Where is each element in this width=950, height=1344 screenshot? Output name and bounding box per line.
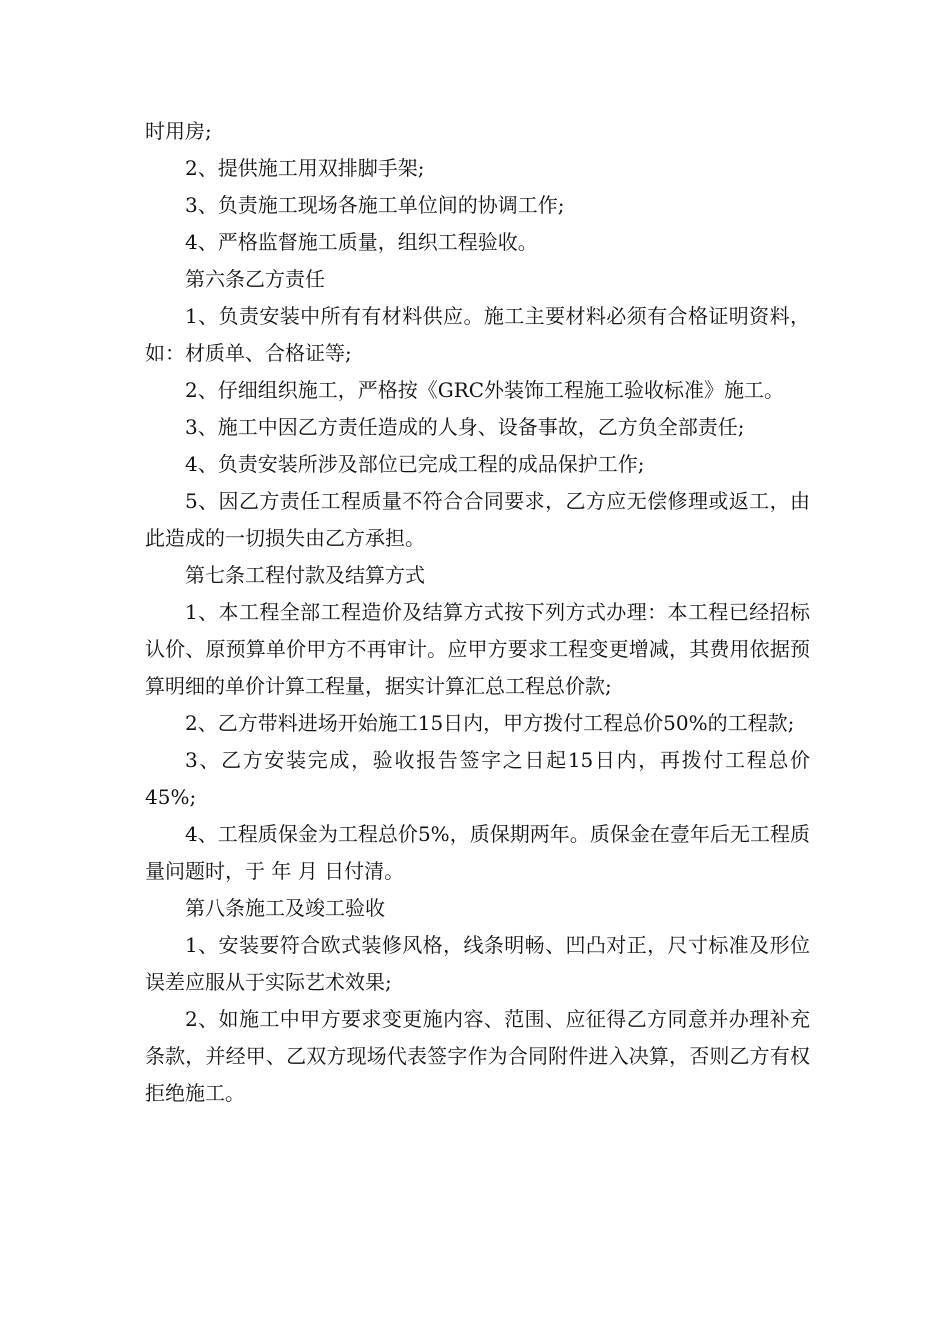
paragraph-continuation: 时用房; [145, 119, 212, 143]
article-heading: 第七条工程付款及结算方式 [185, 563, 425, 587]
clause-item: 1、负责安装中所有有材料供应。施工主要材料必须有合格证明资料，如：材质单、合格证等; [145, 304, 810, 365]
clause-item: 1、安装要符合欧式装修风格，线条明畅、凹凸对正，尺寸标准及形位误差应服从于实际艺术效果; [145, 933, 810, 994]
article-heading: 第六条乙方责任 [185, 267, 325, 291]
clause-item: 3、乙方安装完成，验收报告签字之日起15日内，再拨付工程总价45%; [145, 748, 810, 809]
clause-item: 5、因乙方责任工程质量不符合合同要求，乙方应无偿修理或返工，由此造成的一切损失由乙方承担。 [145, 489, 810, 550]
clause-item: 2、乙方带料进场开始施工15日内，甲方拨付工程总价50%的工程款; [185, 711, 795, 735]
clause-item: 1、本工程全部工程造价及结算方式按下列方式办理：本工程已经招标认价、原预算单价甲方不再审计。应甲方要求工程变更增减，其费用依据预算明细的单价计算工程量，据实计算汇总工程总价款; [145, 600, 810, 698]
clause-item: 4、工程质保金为工程总价5%，质保期两年。质保金在壹年后无工程质量问题时，于 年 月 日付清。 [145, 822, 810, 883]
clause-item: 3、施工中因乙方责任造成的人身、设备事故，乙方负全部责任; [185, 415, 745, 439]
article-heading: 第八条施工及竣工验收 [185, 896, 385, 920]
clause-item: 2、提供施工用双排脚手架; [185, 156, 425, 180]
clause-item: 4、严格监督施工质量，组织工程验收。 [185, 230, 538, 254]
clause-item: 3、负责施工现场各施工单位间的协调工作; [185, 193, 565, 217]
document-body [145, 113, 810, 1112]
clause-item: 2、如施工中甲方要求变更施内容、范围、应征得乙方同意并办理补充条款，并经甲、乙双方现场代表签字作为合同附件进入决算，否则乙方有权拒绝施工。 [145, 1007, 810, 1105]
clause-item: 4、负责安装所涉及部位已完成工程的成品保护工作; [185, 452, 645, 476]
clause-item: 2、仔细组织施工，严格按《GRC外装饰工程施工验收标准》施工。 [185, 378, 785, 402]
